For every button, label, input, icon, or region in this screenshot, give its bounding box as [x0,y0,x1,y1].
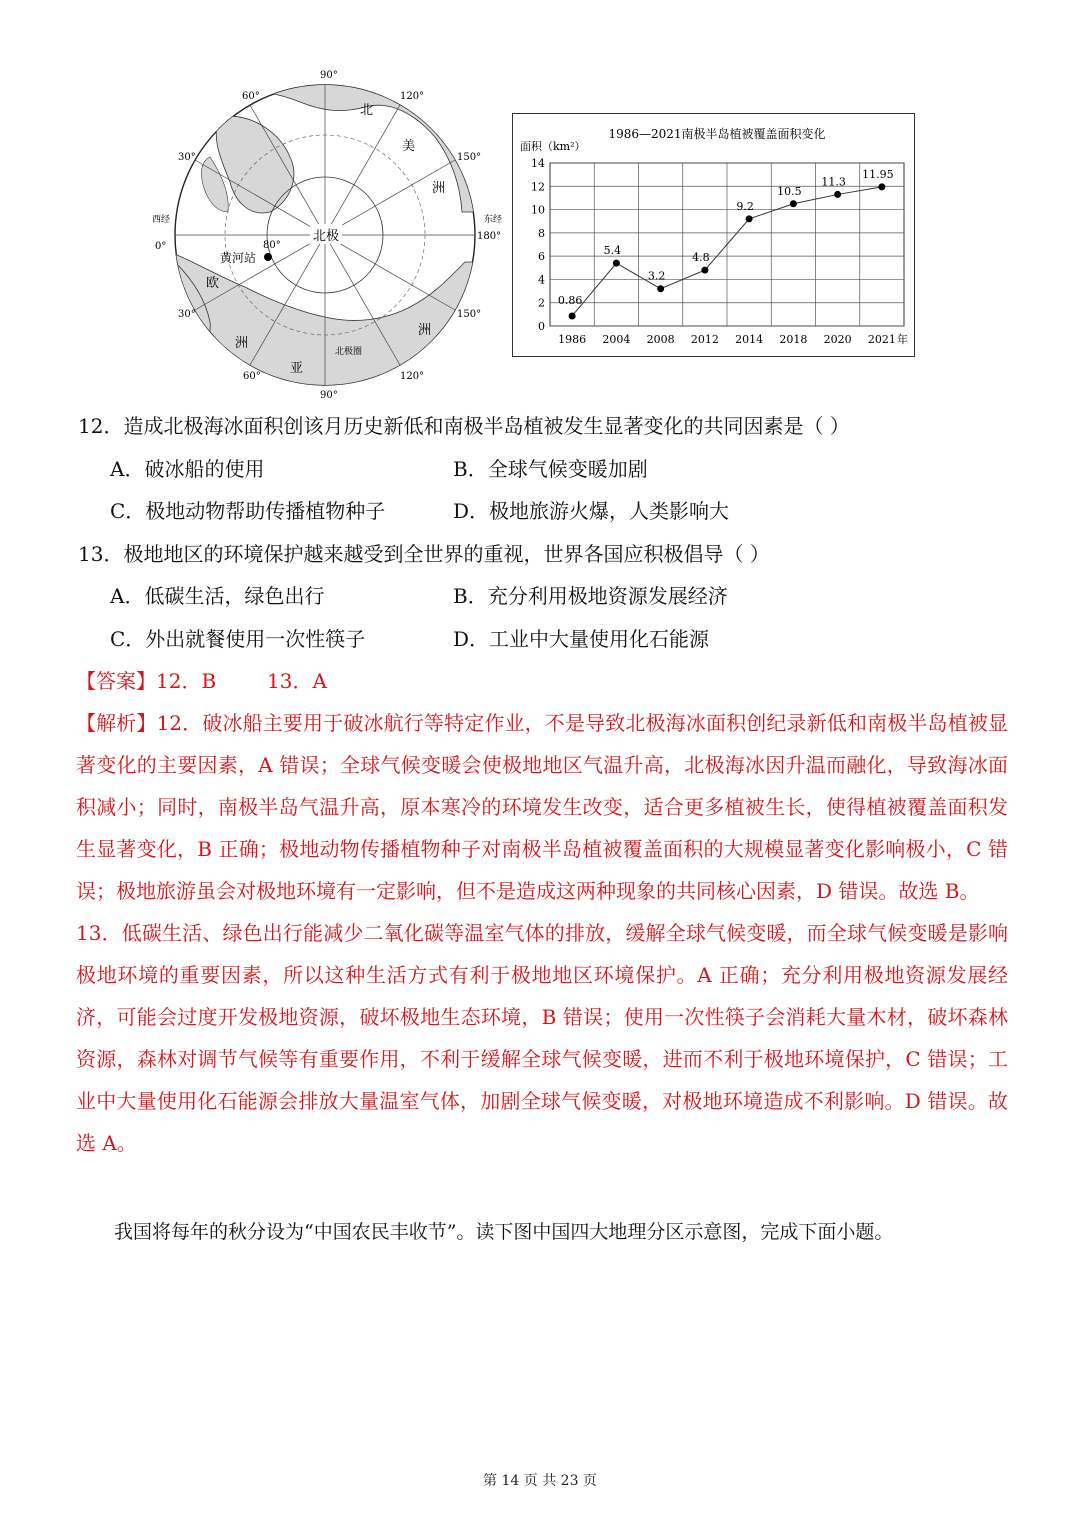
x-tick-label: 2021 [867,333,896,346]
lon-label: 120° [400,371,425,382]
pole-label: 北极 [312,229,340,244]
q13-option-a: A．低碳生活，绿色出行 [110,584,325,608]
intro-paragraph: 我国将每年的秋分设为“中国农民丰收节”。读下图中国四大地理分区示意图，完成下面小题。 [114,1221,894,1243]
continent-na-3: 洲 [432,181,446,196]
analysis-block [76,702,1008,1164]
data-label: 3.2 [647,269,666,283]
lon-label: 0° [155,241,167,252]
lon-label: 60° [242,91,260,102]
data-label: 9.2 [736,199,754,213]
chart-ylabel: 面积（km²） [520,140,586,153]
y-tick-label: 8 [538,226,545,240]
data-label: 10.5 [777,184,802,198]
chart-xlabel: 年 [897,333,908,346]
data-label: 4.8 [692,251,710,265]
q12-stem: 12．造成北极海冰面积创该月历史新低和南极半岛植被发生显著变化的共同因素是（ ） [78,414,850,438]
lon-label: 150° [457,152,482,163]
continent-as-2: 洲 [418,323,432,338]
lon-label: 150° [457,309,482,320]
x-tick-label: 2004 [602,333,631,346]
data-point [613,260,620,267]
station-marker [264,253,272,261]
lon-label: 30° [178,309,196,320]
arctic-map [150,62,503,402]
q13-option-c: C．外出就餐使用一次性筷子 [110,627,366,651]
continent-na-2: 美 [402,139,416,154]
x-tick-label: 2012 [690,333,719,346]
q13-option-d: D．工业中大量使用化石能源 [453,627,710,651]
data-label: 11.3 [821,175,846,189]
data-label: 11.95 [862,167,894,181]
lon-label: 120° [400,91,425,102]
data-point [569,312,576,319]
y-tick-label: 2 [538,296,545,310]
q12-option-c: C．极地动物帮助传播植物种子 [110,499,386,523]
data-point [746,215,753,222]
continent-eu-2: 洲 [235,336,249,351]
data-point [790,200,797,207]
q12-option-d: D．极地旅游火爆，人类影响大 [453,499,730,523]
lon-label: 90° [320,390,338,401]
lat-label: 80° [263,240,281,251]
west-label: 西经 [152,215,171,225]
x-tick-label: 2008 [646,333,675,346]
lon-label: 90° [320,70,338,81]
data-point [701,267,708,274]
lon-label: 60° [243,371,261,382]
chart-title: 1986—2021南极半岛植被覆盖面积变化 [608,127,826,141]
x-tick-label: 2020 [823,333,852,346]
y-tick-label: 10 [531,203,545,217]
data-point [657,285,664,292]
vegetation-chart [512,113,915,357]
continent-na-1: 北 [360,103,374,118]
y-tick-label: 6 [538,250,545,264]
station-label: 黄河站 [220,251,257,265]
x-tick-label: 1986 [558,333,587,346]
answer-line: 【答案】12．B 13．A [76,669,327,693]
page-footer: 第 14 页 共 23 页 [483,1473,597,1489]
arctic-circle-label: 北极圈 [335,347,363,357]
y-tick-label: 14 [531,157,545,170]
east-label: 东经 [484,215,503,225]
data-point [878,183,885,190]
y-tick-label: 4 [538,273,545,287]
data-label: 0.86 [557,293,583,307]
q13-stem: 13．极地地区的环境保护越来越受到全世界的重视，世界各国应积极倡导（ ） [78,542,770,566]
analysis-13: 13．低碳生活、绿色出行能减少二氧化碳等温室气体的排放，缓解全球气候变暖，而全球气候变暖是影响极地环境的重要因素，所以这种生活方式有利于极地地区环境保护。A 正确；充分利用极地资源发展经济，可能会过度开发极地资源，破坏极地生态环境，B 错误；使用一次性筷子会消耗大量木材，破坏森林资源，森林对调节气候等有重要作用，不利于缓解全球气候变暖，进而不利于极地环境保护，C 错误；工业中大量使用化石能源会排放大量温室气体，加剧全球气候变暖，对极地环境造成不利影响。D 错误。故选 A。 [76,921,1008,1155]
y-tick-label: 0 [538,320,545,333]
q13-option-b: B．充分利用极地资源发展经济 [453,584,728,608]
y-tick-label: 12 [531,180,545,194]
data-point [834,191,841,198]
continent-eu-1: 欧 [206,276,220,291]
lon-label: 180° [477,231,502,242]
q12-option-b: B．全球气候变暖加剧 [453,457,648,481]
q12-option-a: A．破冰船的使用 [110,457,265,481]
x-tick-label: 2014 [735,333,764,346]
data-label: 5.4 [603,244,622,258]
continent-as-1: 亚 [290,361,304,376]
x-tick-label: 2018 [779,333,808,346]
lon-label: 30° [178,152,196,163]
analysis-12: 【解析】12．破冰船主要用于破冰航行等特定作业，不是导致北极海冰面积创纪录新低和南极半岛植被显著变化的主要因素，A 错误；全球气候变暖会使极地地区气温升高，北极海冰因升温而融化，导致海冰面积减小；同时，南极半岛气温升高，原本寒冷的环境发生改变，适合更多植被生长，使得植被覆盖面积发生显著变化，B 正确；极地动物传播植物种子对南极半岛植被覆盖面积的大规模显著变化影响极小，C 错误；极地旅游虽会对极地环境有一定影响，但不是造成这两种现象的共同核心因素，D 错误。故选 B。 [76,711,1008,903]
